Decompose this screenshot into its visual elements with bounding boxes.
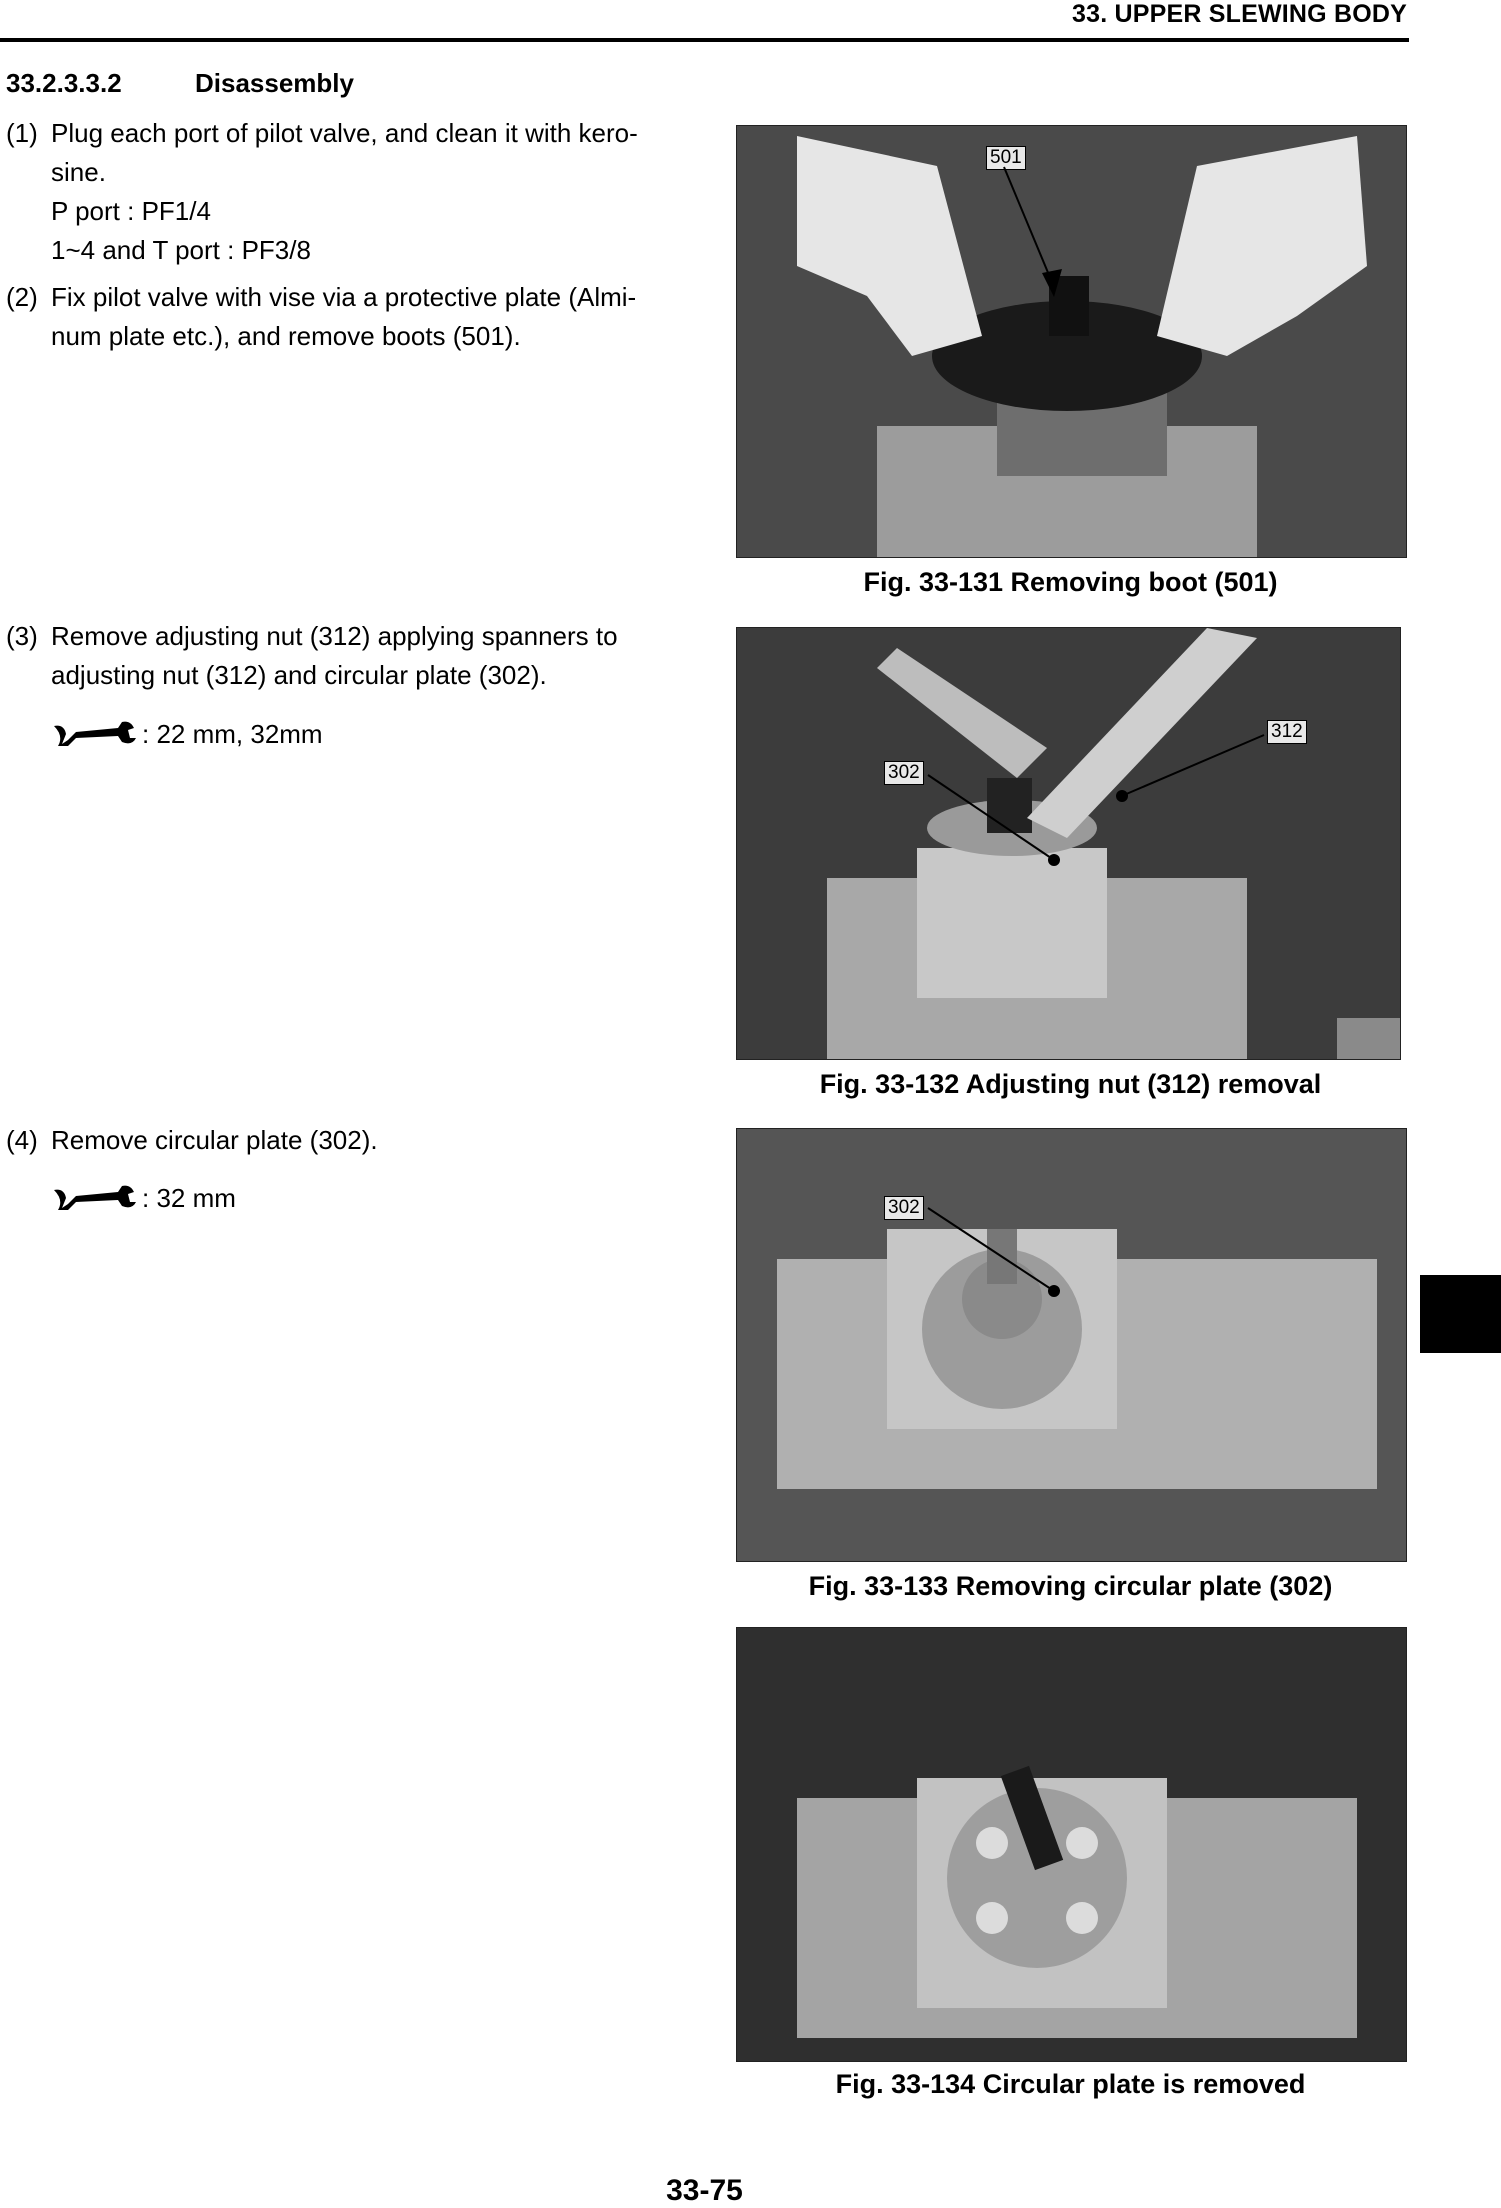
callout-leader xyxy=(736,125,1405,556)
wrench-icon xyxy=(52,1182,136,1214)
figure-photo-plate-removed xyxy=(736,1627,1407,2062)
step-line: P port : PF1/4 xyxy=(51,196,211,226)
tool-size: : 32 mm xyxy=(142,1182,236,1213)
callout-label: 302 xyxy=(884,1196,924,1220)
step-line: num plate etc.), and remove boots (501). xyxy=(51,321,521,351)
step-number: (3) xyxy=(6,621,38,651)
step-number: (4) xyxy=(6,1125,38,1155)
callout-leader xyxy=(736,1128,1405,1560)
step-line: sine. xyxy=(51,157,106,187)
step-4 xyxy=(6,1121,686,1160)
tool-spec-step-3 xyxy=(52,716,323,752)
callout-label: 312 xyxy=(1267,720,1307,744)
chapter-tab-marker xyxy=(1420,1275,1501,1353)
step-1 xyxy=(6,114,686,270)
step-line: Fix pilot valve with vise via a protective plate (Almi- xyxy=(51,282,637,312)
tool-size: : 22 mm, 32mm xyxy=(142,718,323,749)
figure-caption: Fig. 33-134 Circular plate is removed xyxy=(835,2069,1306,2099)
tool-spec-step-4 xyxy=(52,1180,236,1216)
header-rule xyxy=(0,38,1409,42)
callout-leader xyxy=(736,627,1399,1058)
step-3 xyxy=(6,617,686,695)
wrench-icon xyxy=(52,718,136,750)
step-2 xyxy=(6,278,686,356)
step-number: (1) xyxy=(6,118,38,148)
callout-label: 302 xyxy=(884,761,924,785)
step-line: Plug each port of pilot valve, and clean it with kero- xyxy=(51,118,638,148)
page-number: 33-75 xyxy=(666,2174,743,2207)
step-line: adjusting nut (312) and circular plate (302). xyxy=(51,660,547,690)
callout-label: 501 xyxy=(986,146,1026,170)
figure-caption: Fig. 33-132 Adjusting nut (312) removal xyxy=(819,1069,1322,1099)
step-line: 1~4 and T port : PF3/8 xyxy=(51,235,311,265)
figure-caption: Fig. 33-133 Removing circular plate (302) xyxy=(808,1571,1333,1601)
step-line: Remove circular plate (302). xyxy=(51,1125,378,1155)
section-title: Disassembly xyxy=(195,68,354,98)
figure-caption: Fig. 33-131 Removing boot (501) xyxy=(863,567,1278,597)
step-number: (2) xyxy=(6,282,38,312)
header-title: 33. UPPER SLEWING BODY xyxy=(1071,0,1407,28)
section-number: 33.2.3.3.2 xyxy=(6,68,122,98)
step-line: Remove adjusting nut (312) applying spanners to xyxy=(51,621,618,651)
